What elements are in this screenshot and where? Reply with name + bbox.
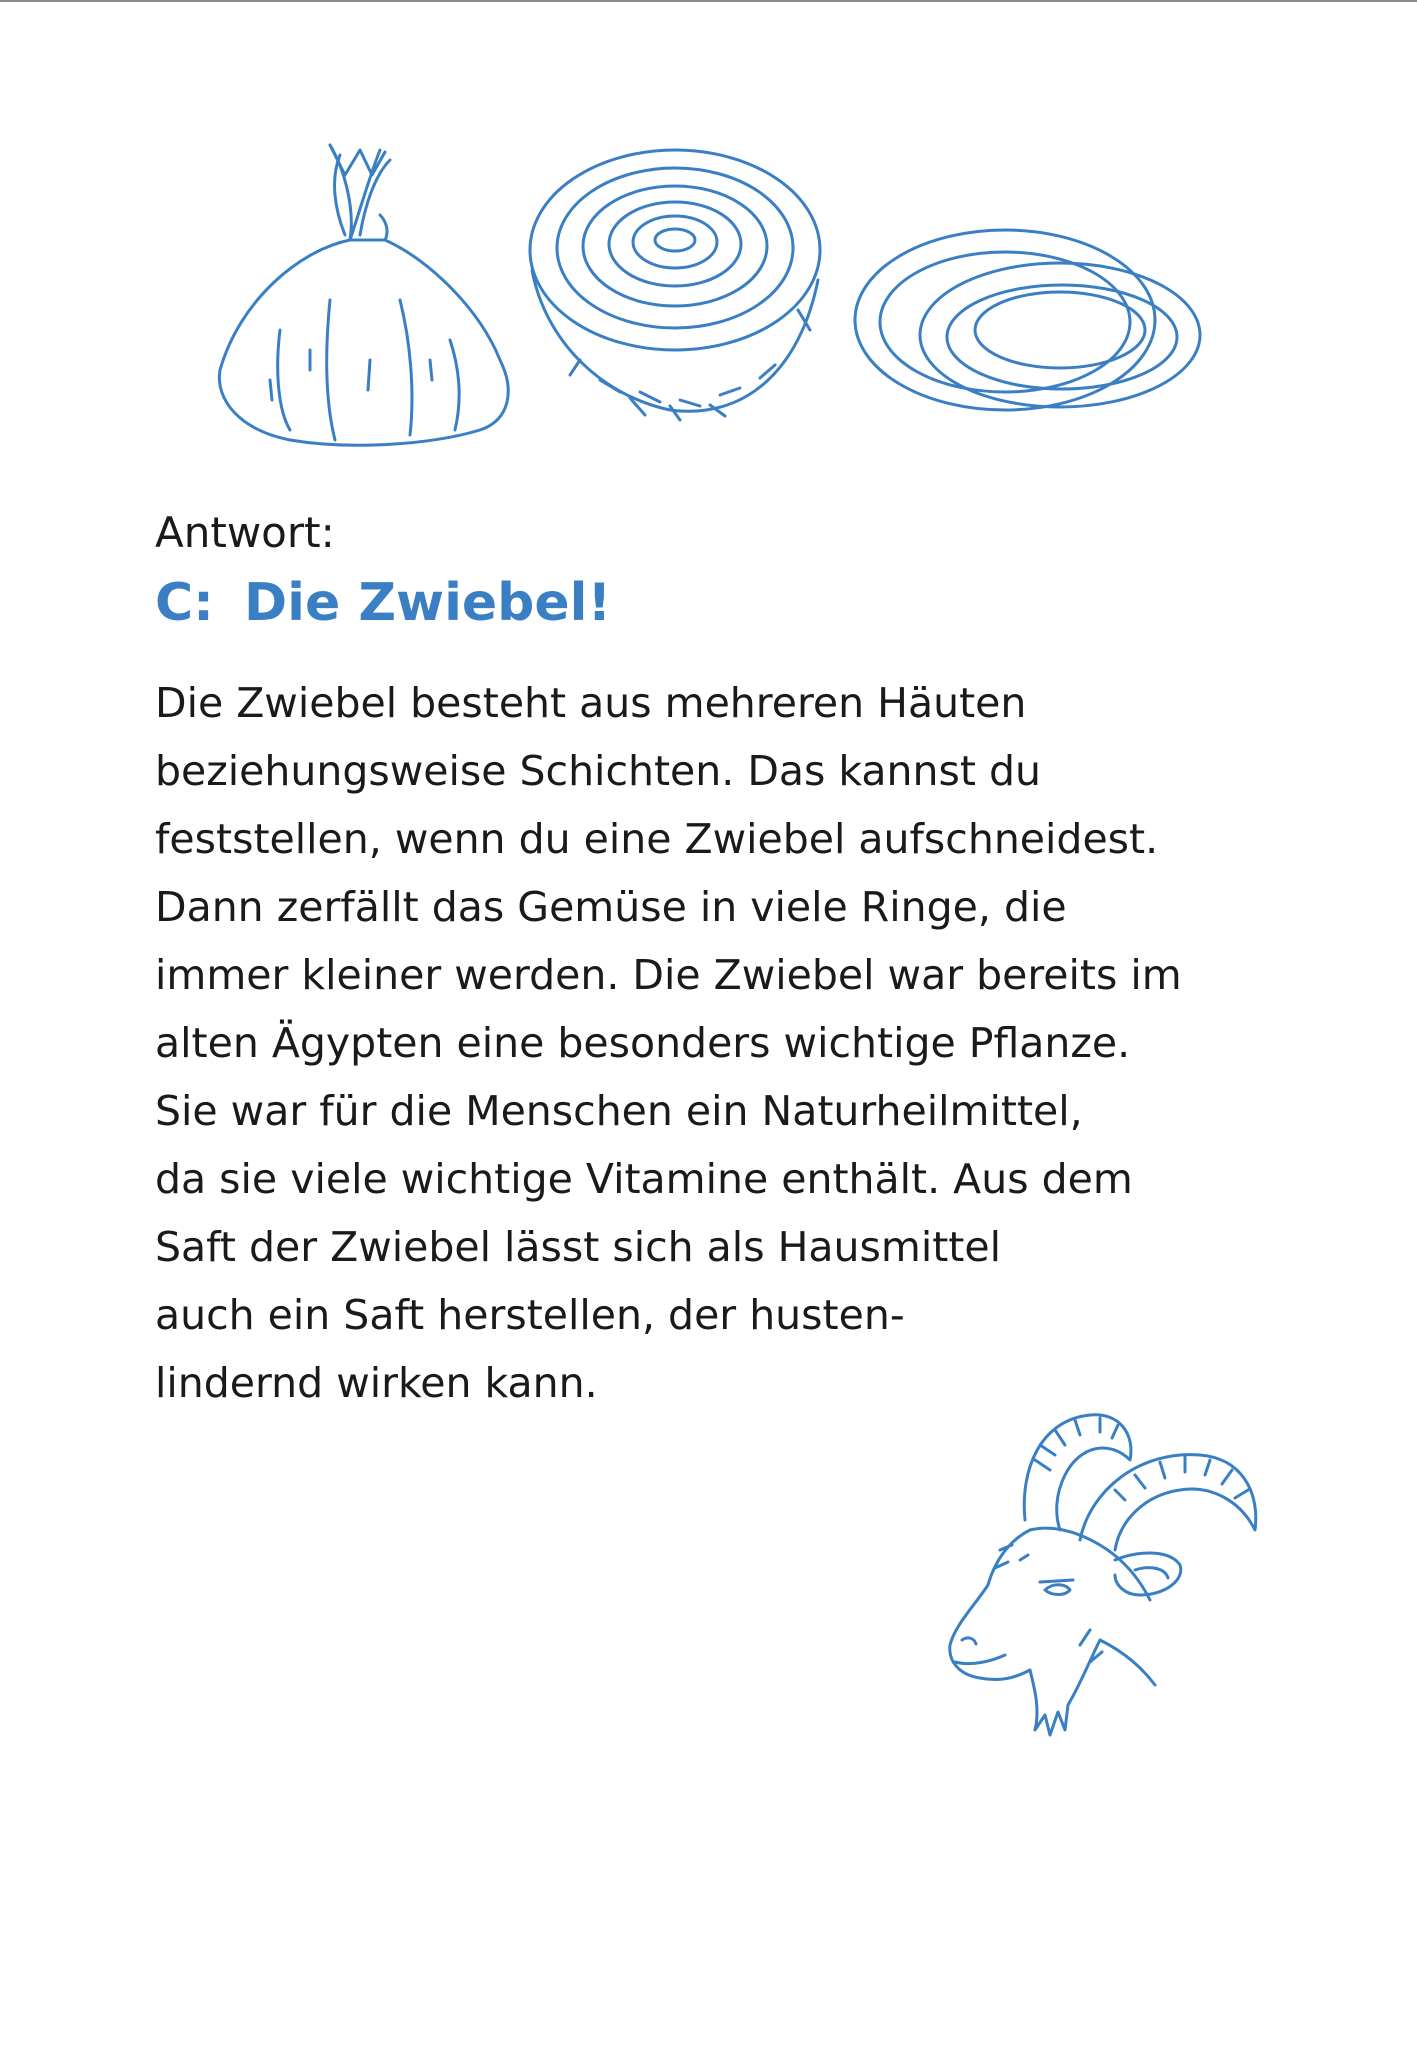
halved-onion-icon bbox=[530, 150, 820, 420]
body-line: Die Zwiebel besteht aus mehreren Häuten bbox=[155, 679, 1027, 727]
goat-icon bbox=[940, 1400, 1290, 1760]
body-line: auch ein Saft herstellen, der husten- bbox=[155, 1291, 905, 1339]
answer-letter: C: bbox=[155, 573, 214, 633]
body-line: immer kleiner werden. Die Zwiebel war bereits im bbox=[155, 951, 1182, 999]
body-line: beziehungsweise Schichten. Das kannst du bbox=[155, 747, 1042, 795]
onion-rings-icon bbox=[855, 230, 1200, 410]
body-line: Sie war für die Menschen ein Naturheilmittel, bbox=[155, 1087, 1083, 1135]
body-line: da sie viele wichtige Vitamine enthält. Aus dem bbox=[155, 1155, 1133, 1203]
body-line: Dann zerfällt das Gemüse in viele Ringe, die bbox=[155, 883, 1067, 931]
answer-explanation bbox=[155, 669, 1275, 1417]
answer-title: Die Zwiebel! bbox=[243, 573, 612, 633]
body-line: lindernd wirken kann. bbox=[155, 1359, 598, 1407]
answer-label: Antwort: bbox=[155, 508, 335, 557]
onion-illustrations bbox=[200, 130, 1230, 470]
answer-heading bbox=[155, 567, 1275, 639]
body-line: feststellen, wenn du eine Zwiebel aufschneidest. bbox=[155, 815, 1159, 863]
page-top-rule bbox=[0, 0, 1417, 2]
body-line: Saft der Zwiebel lässt sich als Hausmittel bbox=[155, 1223, 1001, 1271]
whole-onion-icon bbox=[219, 145, 508, 445]
body-line: alten Ägypten eine besonders wichtige Pflanze. bbox=[155, 1019, 1131, 1067]
answer-content bbox=[155, 505, 1275, 1417]
